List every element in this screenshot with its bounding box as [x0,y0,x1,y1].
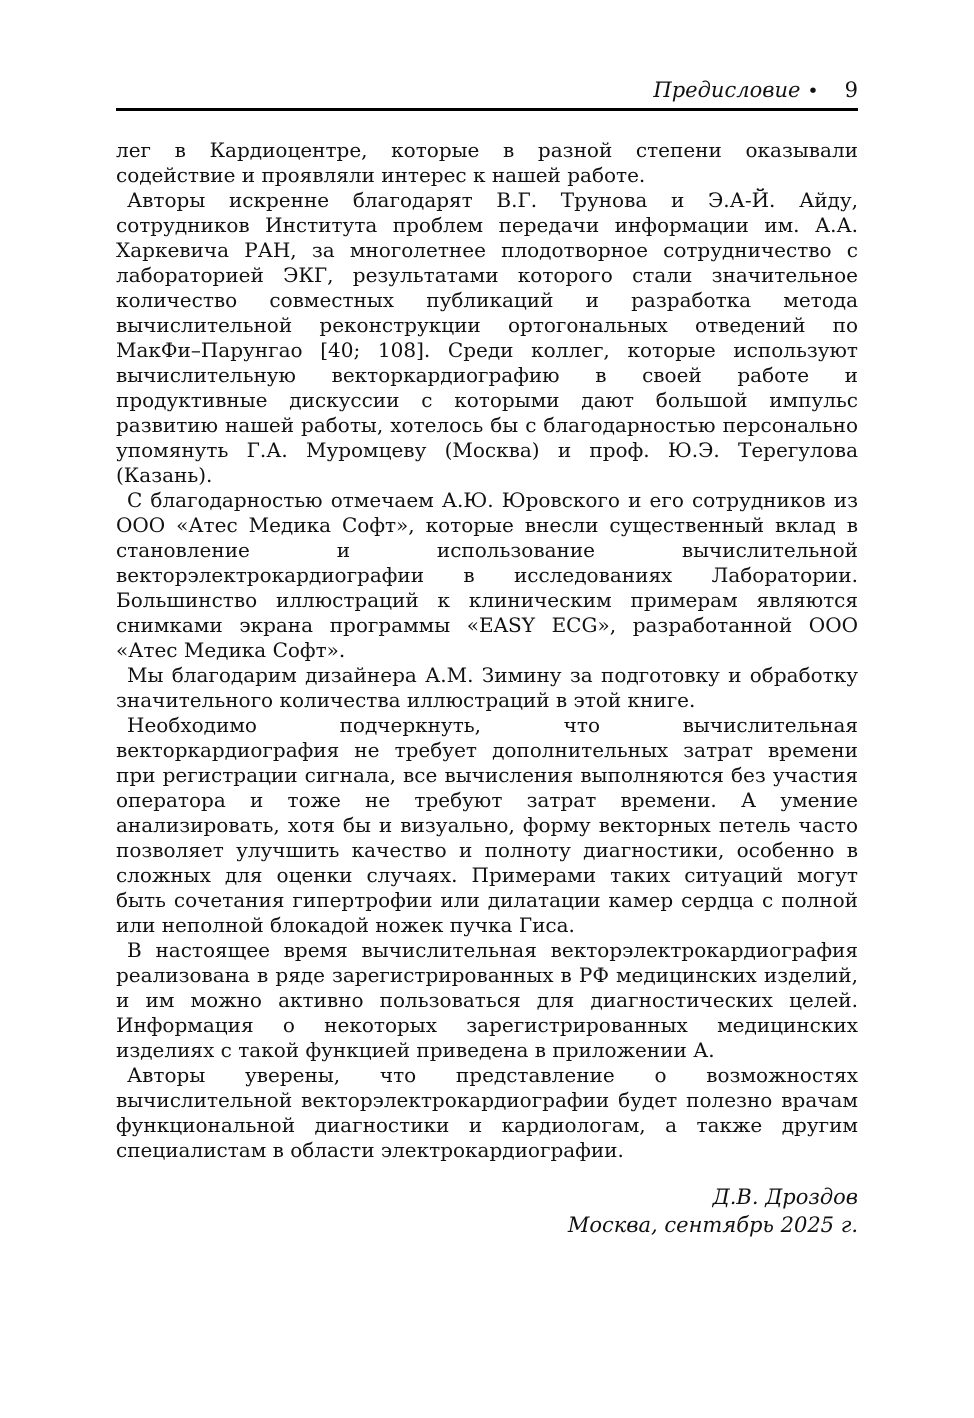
paragraph: Авторы уверены, что представление о возможностях вычислительной векторэлектрокардиографии будет полезно врачам функциональной диагностики и кардиологам, а также другим специалистам в области электрокардиографии. [116,1063,858,1162]
header-rule [116,108,858,111]
paragraph: Авторы искренне благодарят В.Г. Трунова и Э.А-Й. Айду, сотрудников Института проблем передачи информации им. А.А. Харкевича РАН, за многолетнее плодотворное сотрудничество с лабораторией ЭКГ, результатами которого стали значительное количество совместных публикаций и разработка метода вычислительной реконструкции ортогональных отведений по МакФи–Парунгао [40; 108]. Среди коллег, которые используют вычислительную векторкардиографию в своей работе и продуктивные дискуссии с которыми дают большой импульс развитию нашей работы, хотелось бы с благодарностью персонально упомянуть Г.А. Муромцеву (Москва) и проф. Ю.Э. Терегулова (Казань). [116,188,858,487]
running-title: Предисловие [653,78,801,102]
signature-place-date: Москва, сентябрь 2025 г. [567,1213,858,1237]
paragraph-continuation: лег в Кардиоцентре, которые в разной степени оказывали содействие и проявляли интерес к нашей работе. [116,138,858,187]
paragraph: В настоящее время вычислительная векторэлектрокардиография реализована в ряде зарегистрированных в РФ медицинских изделий, и им можно активно пользоваться для диагностических целей. Информация о некоторых зарегистрированных медицинских изделиях с такой функцией приведена в приложении А. [116,938,858,1062]
bullet-separator-icon: • [807,80,819,102]
signature-author: Д.В. Дроздов [712,1185,858,1209]
page-number: 9 [844,78,858,102]
page-body-text [116,138,858,1163]
paragraph: Мы благодарим дизайнера А.М. Зимину за подготовку и обработку значительного количества иллюстраций в этой книге. [116,663,858,712]
page-header [116,0,858,103]
paragraph: Необходимо подчеркнуть, что вычислительная векторкардиография не требует дополнительных затрат времени при регистрации сигнала, все вычисления выполняются без участия оператора и тоже не требуют затрат времени. А умение анализировать, хотя бы и визуально, форму векторных петель часто позволяет улучшить качество и полноту диагностики, особенно в сложных для оценки случаях. Примерами таких ситуаций могут быть сочетания гипертрофии или дилатации камер сердца с полной или неполной блокадой ножек пучка Гиса. [116,713,858,937]
paragraph: С благодарностью отмечаем А.Ю. Юровского и его сотрудников из ООО «Атес Медика Софт», которые внесли существенный вклад в становление и использование вычислительной векторэлектрокардиографии в исследованиях Лаборатории. Большинство иллюстраций к клиническим примерам являются снимками экрана программы «EASY ECG», разработанной ООО «Атес Медика Софт». [116,488,858,662]
signature-block [116,1183,858,1239]
